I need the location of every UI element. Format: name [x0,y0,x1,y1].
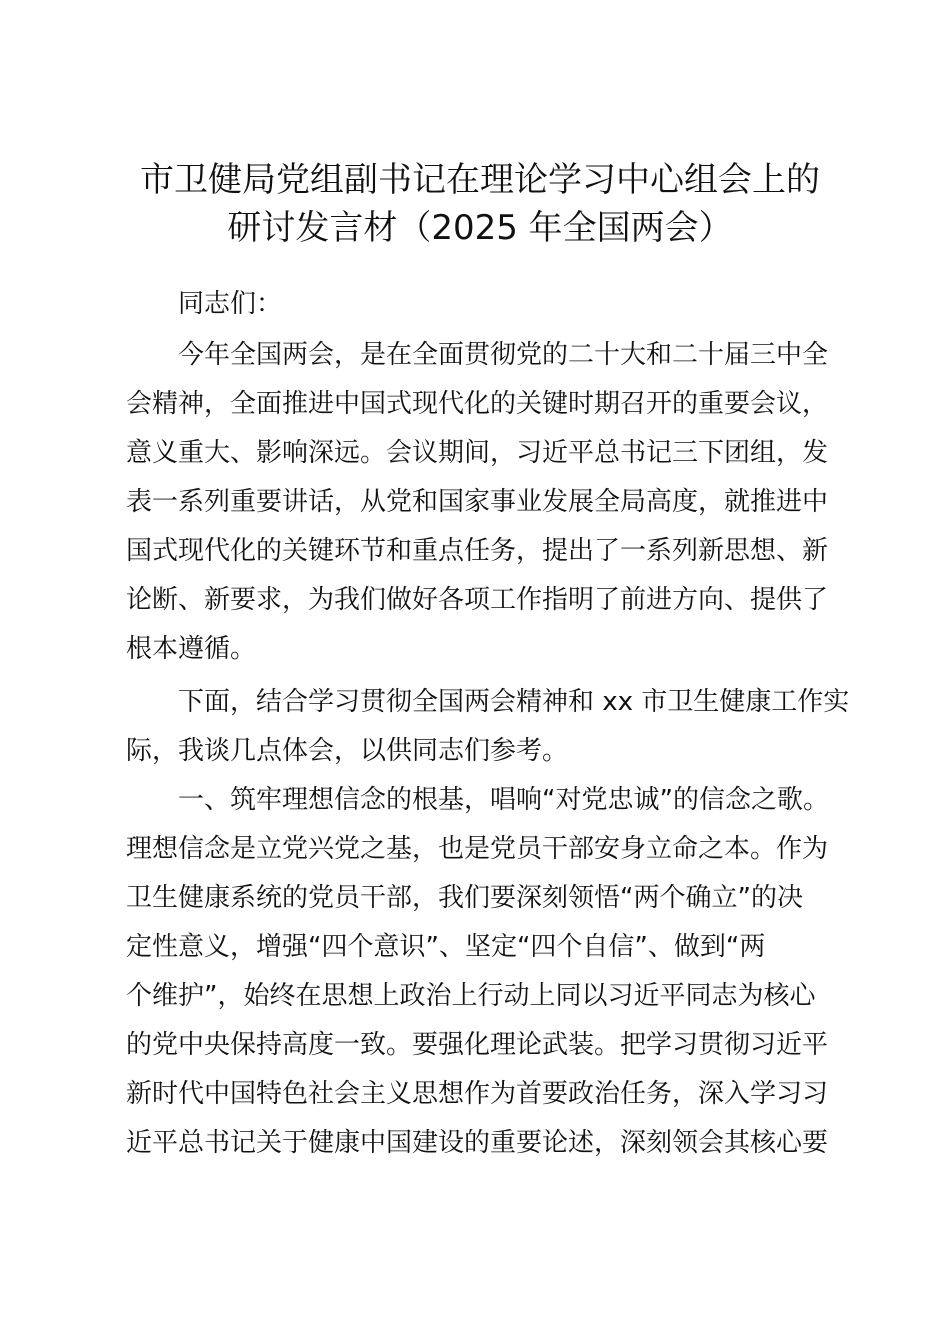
paragraph-1-line-1: 今年全国两会，是在全面贯彻党的二十大和二十届三中全 [178,340,829,370]
salutation [126,280,836,329]
paragraph-1-line-6: 论断、新要求，为我们做好各项工作指明了前进方向、提供了 [126,585,829,615]
paragraph-3-line-2: 理想信念是立党兴党之基，也是党员干部安身立命之本。作为 [126,834,829,864]
document-title [100,156,860,252]
paragraph-3-line-7: 新时代中国特色社会主义思想作为首要政治任务，深入学习习 [126,1079,829,1109]
paragraph-2-line-1: 下面，结合学习贯彻全国两会精神和 xx 市卫生健康工作实 [178,687,850,717]
title-line-2: 研讨发言材（2025 年全国两会） [227,208,733,248]
paragraph-1-line-5: 国式现代化的关键环节和重点任务，提出了一系列新思想、新 [126,536,829,566]
paragraph-3-line-6: 的党中央保持高度一致。要强化理论武装。把学习贯彻习近平 [126,1030,829,1060]
paragraph-3-line-3: 卫生健康系统的党员干部，我们要深刻领悟“两个确立”的决 [126,883,803,913]
paragraph-1-line-4: 表一系列重要讲话，从党和国家事业发展全局高度，就推进中 [126,487,829,517]
title-line-1: 市卫健局党组副书记在理论学习中心组会上的 [140,160,820,200]
paragraph-1-line-7: 根本遵循。 [126,634,257,664]
paragraph-3-heading: 一、筑牢理想信念的根基，唱响“对党忠诚”的信念之歌。 [178,785,829,815]
salutation-text: 同志们： [178,289,283,319]
paragraph-1-line-2: 会精神，全面推进中国式现代化的关键时期召开的重要会议， [126,389,829,419]
paragraph-3-line-5: 个维护”，始终在思想上政治上行动上同以习近平同志为核心 [126,981,816,1011]
paragraph-3-line-4: 定性意义，增强“四个意识”、坚定“四个自信”、做到“两 [126,932,766,962]
paragraph-1-line-3: 意义重大、影响深远。会议期间，习近平总书记三下团组，发 [126,438,829,468]
paragraph-2-line-2: 际，我谈几点体会，以供同志们参考。 [126,736,569,766]
paragraph-3 [126,776,836,1168]
paragraph-2 [126,678,850,776]
paragraph-3-line-8: 近平总书记关于健康中国建设的重要论述，深刻领会其核心要 [126,1128,829,1158]
paragraph-1 [126,331,836,674]
